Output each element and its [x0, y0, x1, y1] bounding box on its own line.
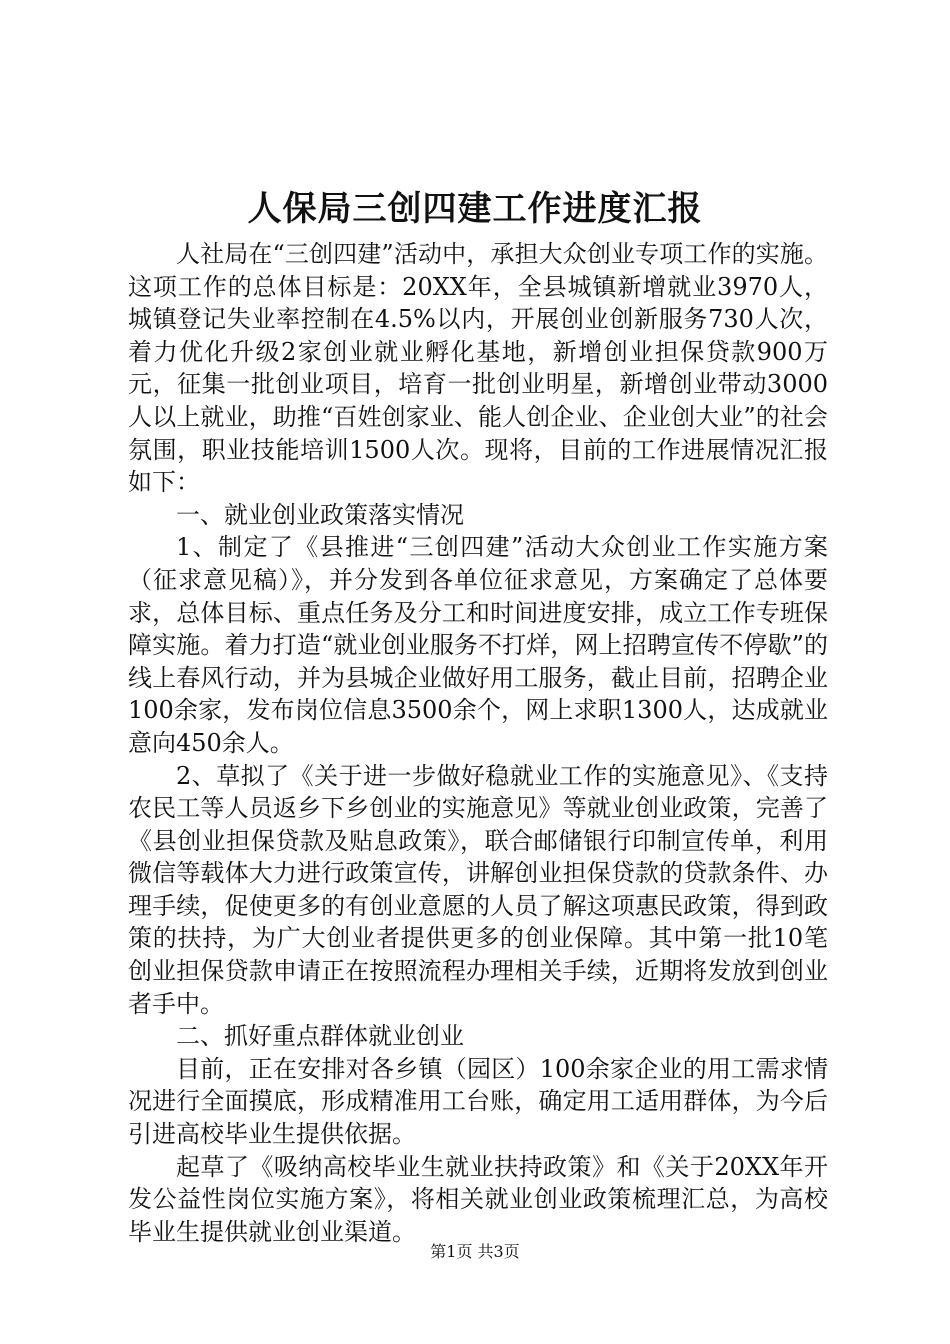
page-footer: 第1页 共3页: [430, 1242, 520, 1261]
document-body: [128, 238, 828, 1248]
document-title: 人保局三创四建工作进度汇报: [247, 189, 703, 229]
section-1-item-1: 1、制定了《县推进“三创四建”活动大众创业工作实施方案（征求意见稿）》，并分发到各单位征求意见，方案确定了总体要求，总体目标、重点任务及分工和时间进度安排，成立工作专班保障实施。着力打造“就业创业服务不打烊，网上招聘宣传不停歇”的线上春风行动，并为县城企业做好用工服务，截止目前，招聘企业100余家，发布岗位信息3500余个，网上求职1300人，达成就业意向450余人。: [128, 533, 828, 757]
section-heading-1: 一、就业创业政策落实情况: [176, 500, 464, 529]
section-2-paragraph-2: 起草了《吸纳高校毕业生就业扶持政策》和《关于20XX年开发公益性岗位实施方案》，将相关就业创业政策梳理汇总，为高校毕业生提供就业创业渠道。: [128, 1152, 828, 1246]
section-heading-2: 二、抓好重点群体就业创业: [176, 1022, 464, 1051]
section-1-item-2: 2、草拟了《关于进一步做好稳就业工作的实施意见》、《支持农民工等人员返乡下乡创业的实施意见》等就业创业政策，完善了《县创业担保贷款及贴息政策》，联合邮储银行印制宣传单，利用微信等载体大力进行政策宣传，讲解创业担保贷款的贷款条件、办理手续，促使更多的有创业意愿的人员了解这项惠民政策，得到政策的扶持，为广大创业者提供更多的创业保障。其中第一批10笔创业担保贷款申请正在按照流程办理相关手续，近期将发放到创业者手中。: [128, 761, 828, 1018]
intro-paragraph: 人社局在“三创四建”活动中，承担大众创业专项工作的实施。这项工作的总体目标是：20XX年，全县城镇新增就业3970人，城镇登记失业率控制在4.5%以内，开展创业创新服务730人次，着力优化升级2家创业就业孵化基地，新增创业担保贷款900万元，征集一批创业项目，培育一批创业明星，新增创业带动3000人以上就业，助推“百姓创家业、能人创企业、企业创大业”的社会氛围，职业技能培训1500人次。现将，目前的工作进展情况汇报如下：: [128, 240, 828, 497]
section-2-paragraph-1: 目前，正在安排对各乡镇（园区）100余家企业的用工需求情况进行全面摸底，形成精准用工台账，确定用工适用群体，为今后引进高校毕业生提供依据。: [128, 1054, 828, 1149]
